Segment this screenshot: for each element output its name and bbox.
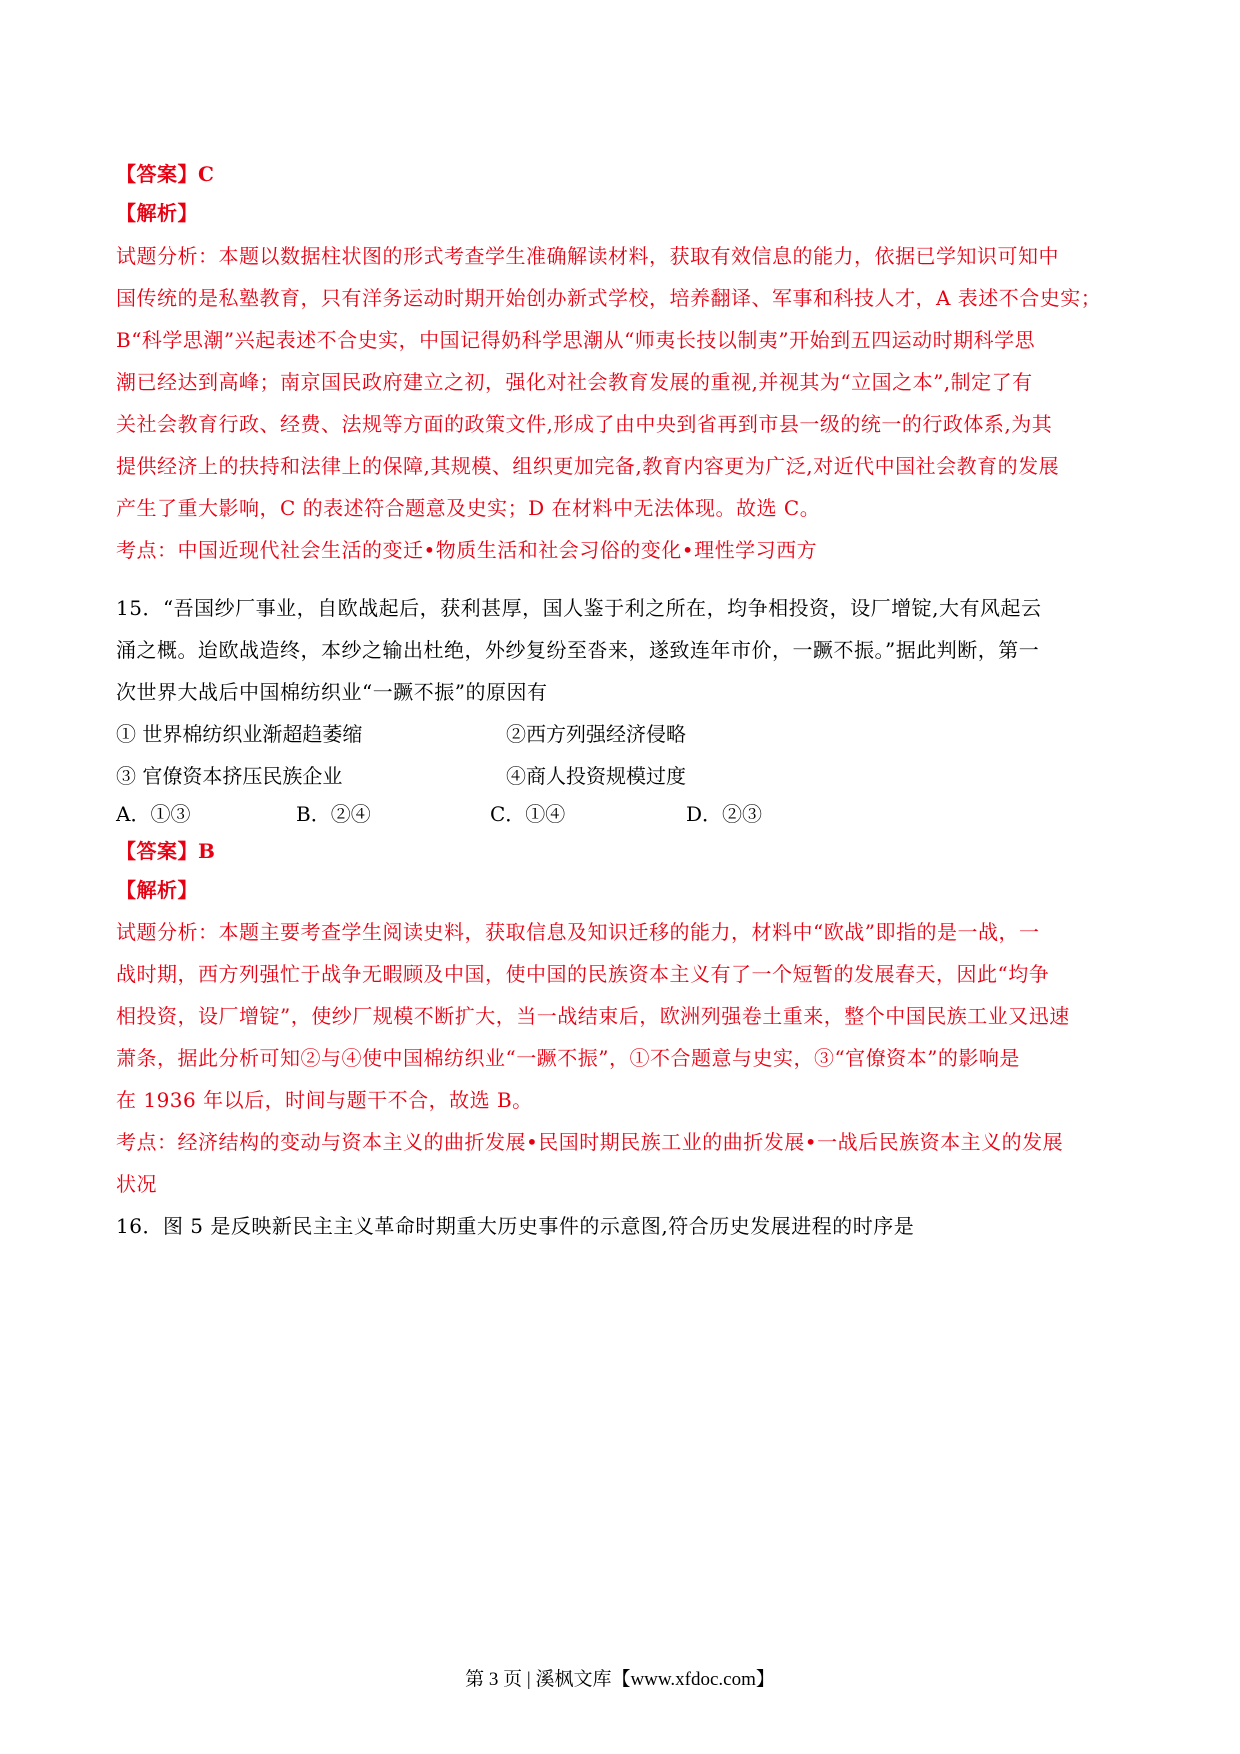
- q15-stem-line: 15．“吾国纱厂事业，自欧战起后，获利甚厚，国人鉴于利之所在，均争相投资，设厂增锭,大有风起云: [116, 596, 1042, 620]
- q15-stem-line: 涌之概。迨欧战造终，本纱之输出杜绝，外纱复纷至沓来，遂致连年市价，一蹶不振。”据此判断，第一: [116, 638, 1040, 662]
- q14-analysis-line: 潮已经达到高峰；南京国民政府建立之初，强化对社会教育发展的重视,并视其为“立国之本”,制定了有: [116, 370, 1033, 394]
- answer-value: C: [198, 162, 215, 186]
- q14-kaodian: 考点：中国近现代社会生活的变迁•物质生活和社会习俗的变化•理性学习西方: [116, 538, 818, 562]
- q14-analysis-line: 关社会教育行政、经费、法规等方面的政策文件,形成了由中央到省再到市县一级的统一的行政体系,为其: [116, 412, 1053, 436]
- q15-kaodian-line: 状况: [116, 1172, 157, 1196]
- q14-analysis-label: 【解析】: [116, 201, 198, 225]
- q15-item: ① 世界棉纺织业渐超趋萎缩: [116, 722, 363, 746]
- q15-analysis-label: 【解析】: [116, 878, 198, 902]
- q15-analysis-line: 试题分析：本题主要考查学生阅读史料，获取信息及知识迁移的能力，材料中“欧战”即指的是一战，一: [116, 920, 1040, 944]
- answer-label: 【答案】: [116, 839, 198, 863]
- q15-answer: [116, 837, 215, 865]
- answer-value: B: [198, 839, 216, 863]
- q16-stem: 16．图 5 是反映新民主主义革命时期重大历史事件的示意图,符合历史发展进程的时序是: [116, 1214, 915, 1238]
- q14-analysis-line: 产生了重大影响，C 的表述符合题意及史实；D 在材料中无法体现。故选 C。: [116, 496, 821, 520]
- q14-analysis-line: B“科学思潮”兴起表述不合史实，中国记得奶科学思潮从“师夷长技以制夷”开始到五四运动时期科学思: [116, 328, 1036, 352]
- q15-choice-a: A．①③: [116, 802, 191, 826]
- answer-label: 【答案】: [116, 162, 198, 186]
- q15-analysis-line: 相投资，设厂增锭”，使纱厂规模不断扩大，当一战结束后，欧洲列强卷土重来，整个中国民族工业又迅速: [116, 1004, 1070, 1028]
- q15-kaodian-line: 考点：经济结构的变动与资本主义的曲折发展•民国时期民族工业的曲折发展•一战后民族资本主义的发展: [116, 1130, 1064, 1154]
- q14-answer: [116, 160, 214, 188]
- q15-item: ③ 官僚资本挤压民族企业: [116, 764, 343, 788]
- q15-analysis-line: 战时期，西方列强忙于战争无暇顾及中国，使中国的民族资本主义有了一个短暂的发展春天，因此“均争: [116, 962, 1050, 986]
- q15-item: ④商人投资规模过度: [506, 764, 686, 788]
- q15-analysis-line: 萧条，据此分析可知②与④使中国棉纺织业“一蹶不振”，①不合题意与史实，③“官僚资本”的影响是: [116, 1046, 1020, 1070]
- q15-choice-b: B．②④: [296, 802, 371, 826]
- page-footer: 第 3 页 | 溪枫文库【www.xfdoc.com】: [465, 1669, 775, 1690]
- q14-analysis-line: 国传统的是私塾教育，只有洋务运动时期开始创办新式学校，培养翻译、军事和科技人才，A 表述不合史实；: [116, 286, 1102, 310]
- q15-analysis-line: 在 1936 年以后，时间与题干不合，故选 B。: [116, 1088, 533, 1112]
- q14-analysis-line: 试题分析：本题以数据柱状图的形式考查学生准确解读材料，获取有效信息的能力，依据已学知识可知中: [116, 244, 1059, 268]
- q14-analysis-line: 提供经济上的扶持和法律上的保障,其规模、组织更加完备,教育内容更为广泛,对近代中国社会教育的发展: [116, 454, 1060, 478]
- q15-stem-line: 次世界大战后中国棉纺织业“一蹶不振”的原因有: [116, 680, 548, 704]
- q15-choice-d: D．②③: [686, 802, 763, 826]
- q15-item: ②西方列强经济侵略: [506, 722, 686, 746]
- q15-choice-c: C．①④: [490, 802, 566, 826]
